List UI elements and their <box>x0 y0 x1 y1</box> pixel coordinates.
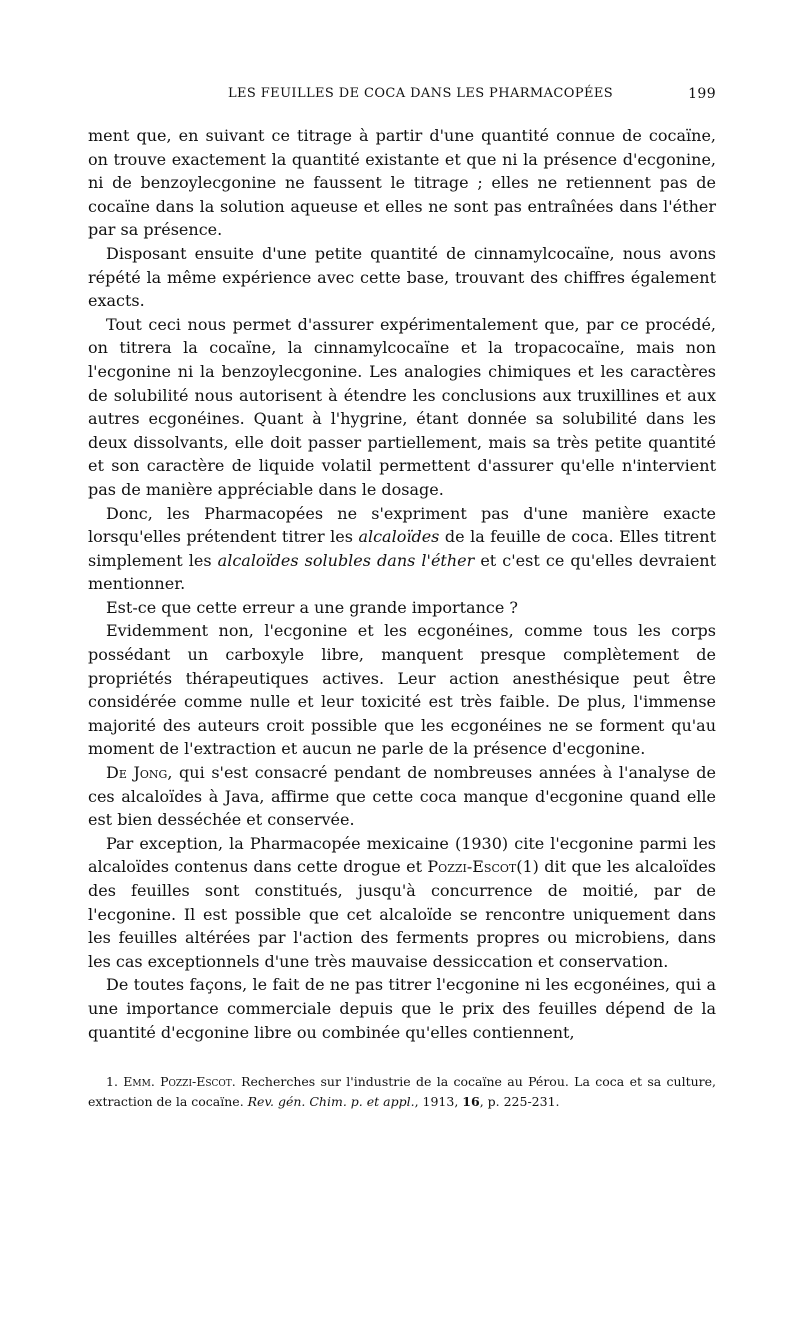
page-number: 199 <box>688 86 716 102</box>
footnote <box>88 1072 716 1112</box>
running-title: LES FEUILLES DE COCA DANS LES PHARMACOPÉES <box>228 86 614 101</box>
footnote-author: Emm. Pozzi-Escot <box>123 1074 232 1090</box>
footnote-journal: Rev. gén. Chim. p. et appl. <box>247 1094 415 1110</box>
body-text <box>88 124 716 1044</box>
paragraph-8 <box>88 832 716 974</box>
running-header <box>88 82 716 112</box>
book-page <box>88 82 716 1112</box>
paragraph-3: Tout ceci nous permet d'assurer expérimentalement que, par ce procédé, on titrera la cocaïne, la cinnamylcocaïne et la tropacocaïne, mais non l'ecgonine ni la benzoylecgonine. Les analogies chimiques et les caractères de solubilité nous autorisent à étendre les conclusions aux truxillines et aux autres ecgonéines. Quant à l'hygrine, étant donnée sa solubilité dans les deux dissolvants, elle doit passer partiellement, mais sa très petite quantité et son caractère de liquide volatil permettent d'assurer qu'elle n'intervient pas de manière appréciable dans le dosage. <box>88 314 716 499</box>
footnote-text: . Recherches sur l'industrie de la cocaïne au Pérou. La coca et sa culture, extraction de la cocaïne. <box>88 1074 716 1110</box>
footnote-number: 1. <box>106 1074 118 1090</box>
paragraph-7 <box>88 761 716 832</box>
paragraph-4 <box>88 502 716 596</box>
paragraph-2: Disposant ensuite d'une petite quantité de cinnamylcocaïne, nous avons répété la même expérience avec cette base, trouvant des chiffres également exacts. <box>88 243 716 311</box>
footnote-year: , 1913, <box>414 1094 463 1110</box>
paragraph-4-text-c: et c'est ce qu'elles devraient mentionner. <box>88 550 717 594</box>
paragraph-7-text: , qui s'est consacré pendant de nombreuses années à l'analyse de ces alcaloïdes à Java, affirme que cette coca manque d'ecgonine quand elle est bien desséchée et conservée. <box>88 763 716 830</box>
author-name-de-jong: De Jong <box>106 763 168 783</box>
paragraph-8-text-b: dit que les alcaloïdes des feuilles sont constitués, jusqu'à concurrence de moitié, par de l'ecgonine. Il est possible que cet alcaloïde se rencontre uniquement dans les feuilles altérées par l'action des ferments propres ou microbiens, dans les cas exceptionnels d'une très mauvaise dessiccation et conservation. <box>88 857 716 971</box>
paragraph-5: Est-ce que cette erreur a une grande importance ? <box>106 597 518 617</box>
paragraph-4-text-b: de la feuille de coca. Elles titrent simplement les <box>88 527 717 570</box>
paragraph-8-text-a: Par exception, la Pharmacopée mexicaine (1930) cite l'ecgonine parmi les alcaloïdes contenus dans cette drogue et <box>88 833 716 877</box>
paragraph-6: Evidemment non, l'ecgonine et les ecgonéines, comme tous les corps possédant un carboxyle libre, manquent presque complètement de propriétés thérapeutiques actives. Leur action anesthésique peut être considérée comme nulle et leur toxicité est très faible. De plus, l'immense majorité des auteurs croit possible que les ecgonéines ne se forment qu'au moment de l'extraction et aucun ne parle de la présence d'ecgonine. <box>88 621 716 759</box>
author-name-pozzi-escot: Pozzi-Escot <box>427 857 517 877</box>
footnote-volume: 16 <box>462 1094 480 1110</box>
paragraph-9: De toutes façons, le fait de ne pas titrer l'ecgonine ni les ecgonéines, qui a une importance commerciale depuis que le prix des feuilles dépend de la quantité d'ecgonine libre ou combinée qu'elles contiennent, <box>88 975 716 1042</box>
footnote-pages: , p. 225-231. <box>479 1094 560 1110</box>
paragraph-4-italic-1: alcaloïdes <box>358 527 440 547</box>
footnote-reference: (1) <box>516 857 539 877</box>
paragraph-4-text-a: Donc, les Pharmacopées ne s'expriment pas d'une manière exacte lorsqu'elles prétendent titrer les <box>88 503 716 547</box>
paragraph-1: ment que, en suivant ce titrage à partir d'une quantité connue de cocaïne, on trouve exactement la quantité existante et que ni la présence d'ecgonine, ni de benzoylecgonine ne faussent le titrage ; elles ne retiennent pas de cocaïne dans la solution aqueuse et elles ne sont pas entraînées dans l'éther par sa présence. <box>88 126 716 240</box>
paragraph-4-italic-2: alcaloïdes solubles dans l'éther <box>217 550 475 570</box>
